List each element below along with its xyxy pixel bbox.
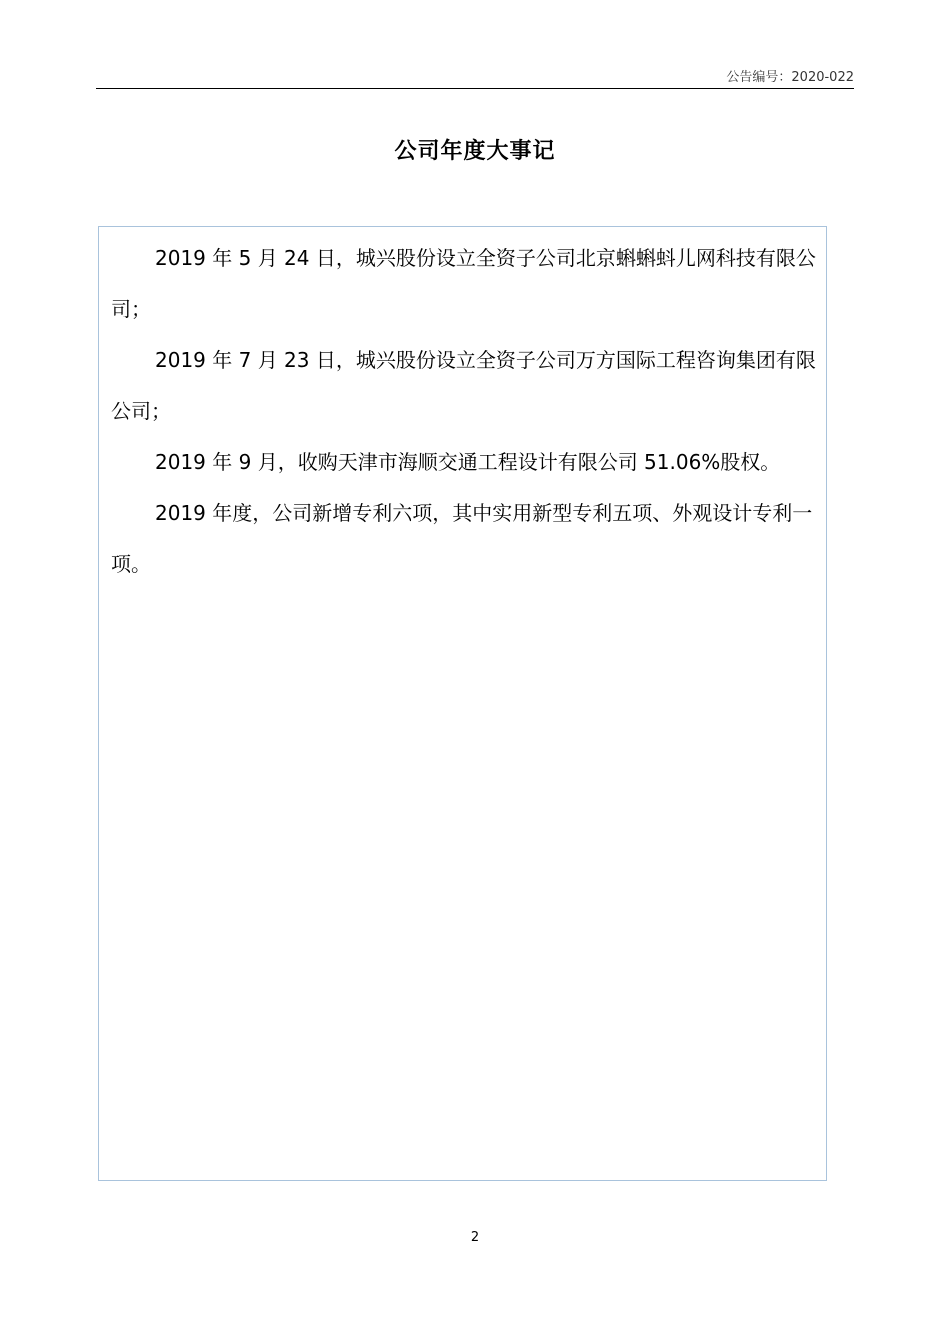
page-number: 2 [470, 1230, 480, 1245]
events-box [98, 226, 827, 1181]
page-title: 公司年度大事记 [394, 139, 556, 164]
header-divider [96, 88, 854, 89]
event-paragraph-4: 2019 年度，公司新增专利六项，其中实用新型专利五项、外观设计专利一项。 [111, 501, 813, 576]
announcement-number: 公告编号：2020-022 [726, 70, 854, 85]
event-paragraph-3: 2019 年 9 月，收购天津市海顺交通工程设计有限公司 51.06%股权。 [155, 450, 781, 474]
event-paragraph-1: 2019 年 5 月 24 日，城兴股份设立全资子公司北京蝌蝌蚪儿网科技有限公司； [111, 246, 816, 321]
event-paragraph-2: 2019 年 7 月 23 日，城兴股份设立全资子公司万方国际工程咨询集团有限公司； [111, 348, 816, 423]
